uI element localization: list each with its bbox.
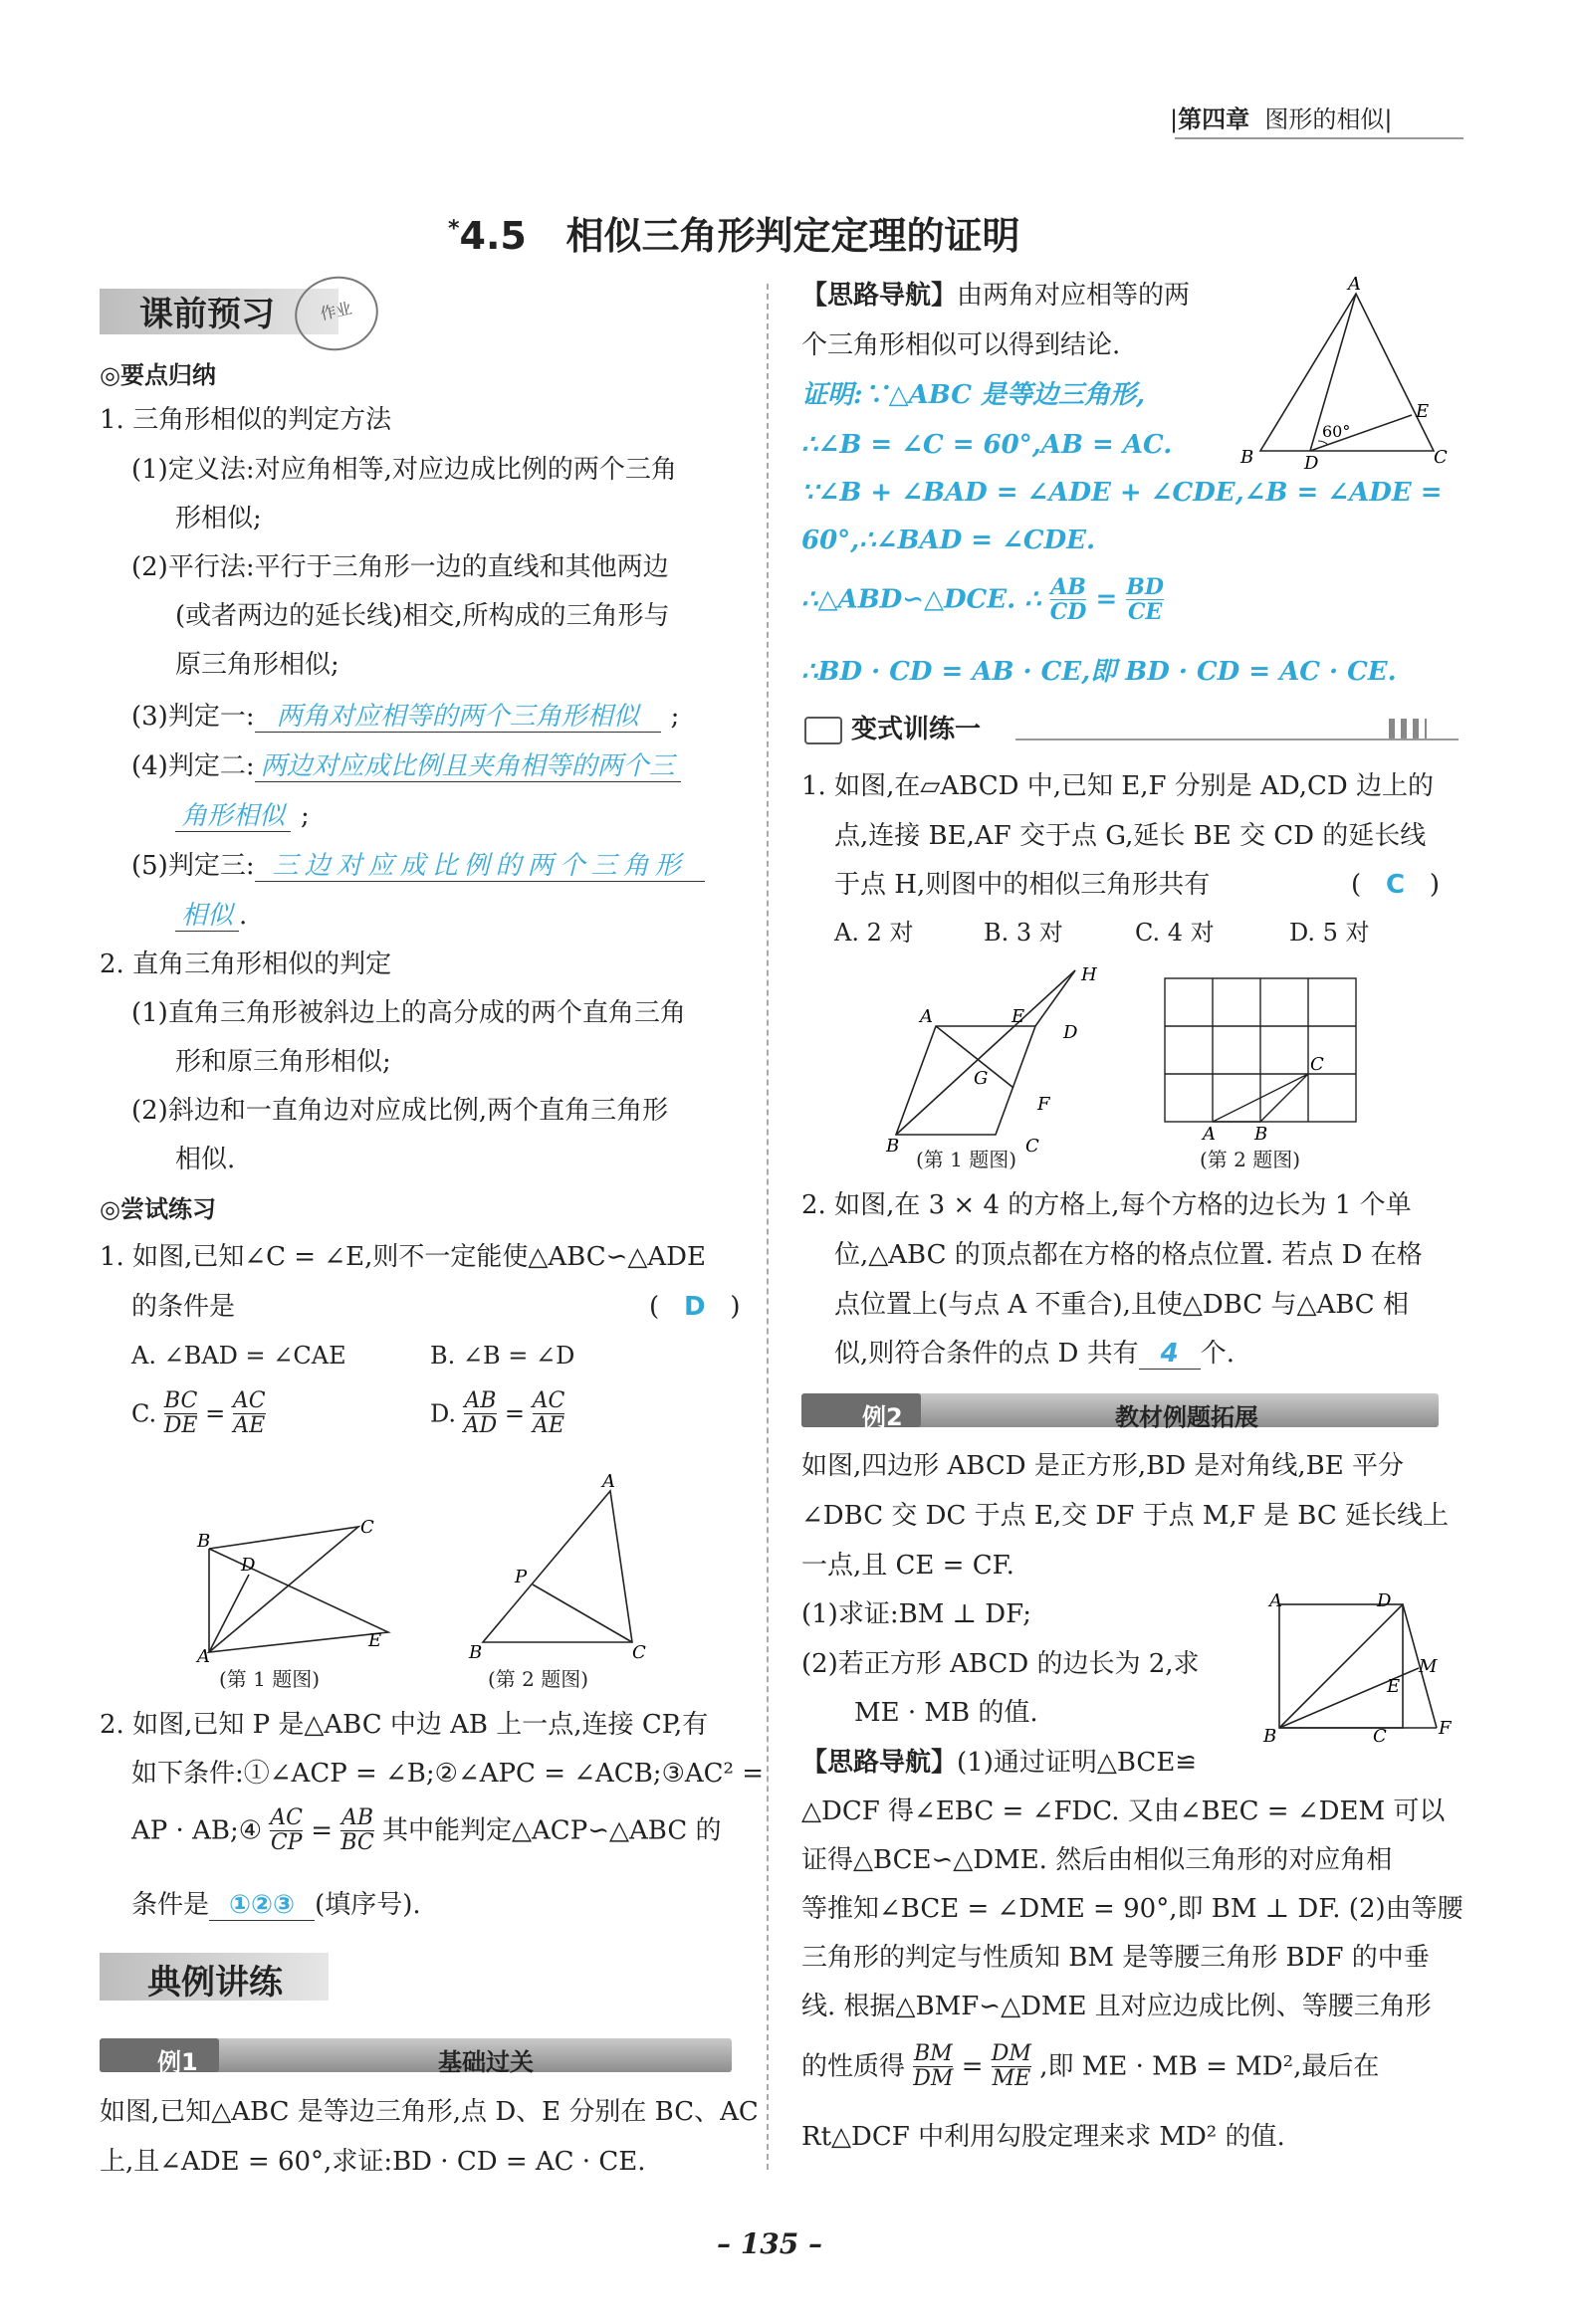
guide2-label: 【思路导航】 bbox=[801, 1748, 958, 1778]
guide2-text-1: (1)通过证明△BCE≌ bbox=[957, 1748, 1198, 1778]
g7-text1: 的性质得 bbox=[801, 2051, 906, 2082]
q1b: 的条件是 bbox=[131, 1292, 236, 1322]
proof-2: ∴∠B = ∠C = 60°,AB = AC. bbox=[801, 430, 1173, 460]
title-star: * bbox=[448, 216, 460, 242]
sq-label-a: A bbox=[1269, 1590, 1282, 1611]
q2c bbox=[131, 1806, 722, 1866]
sq-label-e: E bbox=[1387, 1676, 1401, 1697]
right-triangle-figure bbox=[1235, 274, 1454, 473]
try-heading: ◎尝试练习 bbox=[100, 1195, 216, 1223]
q1-option-d bbox=[430, 1389, 564, 1449]
tri-angle-60: 60° bbox=[1322, 422, 1351, 441]
q1-c-f2d: AE bbox=[233, 1413, 266, 1438]
q1-d-frac1 bbox=[464, 1389, 498, 1438]
q1-c-label: C. bbox=[131, 1399, 157, 1428]
g7-text2: ,即 ME · MB = MD²,最后在 bbox=[1039, 2051, 1380, 2082]
q2c-f2n: AB bbox=[341, 1805, 374, 1830]
e2a: 如图,四边形 ABCD 是正方形,BD 是对角线,BE 平分 bbox=[801, 1451, 1404, 1481]
pre-study-heading: 课前预习 bbox=[139, 295, 275, 334]
q1-c-eq: = bbox=[205, 1399, 226, 1428]
q1-c-f1d: DE bbox=[163, 1413, 198, 1438]
chapter-label: 第四章 bbox=[1178, 106, 1250, 133]
g7-f1d: DM bbox=[913, 2066, 954, 2091]
q1-d-f2d: AE bbox=[532, 1413, 564, 1438]
g3: 证得△BCE∽△DME. 然后由相似三角形的对应角相 bbox=[801, 1845, 1393, 1875]
proof-5-text: ∴△ABD∽△DCE. ∴ bbox=[801, 584, 1041, 615]
v2-answer: 4 bbox=[1139, 1339, 1201, 1370]
sq-label-b: B bbox=[1263, 1726, 1277, 1747]
q1-d-f2n: AC bbox=[532, 1388, 565, 1413]
stamp-icon bbox=[288, 269, 385, 358]
sq-label-d: D bbox=[1377, 1590, 1392, 1611]
ex1-line-a: 如图,已知△ABC 是等边三角形,点 D、E 分别在 BC、AC bbox=[100, 2097, 759, 2127]
q1-answer: ( D ) bbox=[649, 1292, 741, 1322]
kp1-3-answer: 两角对应相等的两个三角形相似 bbox=[255, 702, 661, 733]
tri-label-b: B bbox=[1240, 447, 1254, 468]
kp1-5-answer-2: 相似 bbox=[175, 901, 239, 932]
right-fig2-caption: (第 2 题图) bbox=[1200, 1148, 1301, 1171]
v1b: 点,连接 BE,AF 交于点 G,延长 BE 交 CD 的延长线 bbox=[834, 821, 1427, 851]
sq-label-f: F bbox=[1439, 1718, 1452, 1739]
q1-d-label: D. bbox=[430, 1399, 457, 1428]
kp1-4-answer: 两边对应成比例且夹角相等的两个三 bbox=[255, 751, 681, 782]
kp2: 2. 直角三角形相似的判定 bbox=[100, 950, 392, 979]
square-figure bbox=[1259, 1592, 1459, 1752]
g7 bbox=[801, 2042, 1379, 2102]
v2d-text1: 似,则符合条件的点 D 共有 bbox=[834, 1339, 1139, 1369]
g7-f2d: ME bbox=[992, 2066, 1031, 2091]
column-divider bbox=[767, 284, 769, 2170]
g4: 等推知∠BCE = ∠DME = 90°,即 BM ⊥ DF. (2)由等腰 bbox=[801, 1894, 1463, 1924]
para-label-f: F bbox=[1037, 1094, 1050, 1115]
grid-figure bbox=[1155, 970, 1374, 1150]
sq-label-m: M bbox=[1419, 1656, 1438, 1677]
v2a: 2. 如图,在 3 × 4 的方格上,每个方格的边长为 1 个单 bbox=[801, 1190, 1412, 1220]
g7-f2n: DM bbox=[991, 2041, 1031, 2066]
fig-label-d: D bbox=[241, 1555, 256, 1576]
proof-5-f2d: CE bbox=[1128, 599, 1163, 625]
left-fig2-caption: (第 2 题图) bbox=[488, 1667, 589, 1691]
example1-tag: 基础过关 bbox=[438, 2048, 534, 2076]
v1-answer-value: C bbox=[1385, 870, 1406, 900]
left-fig1-caption: (第 1 题图) bbox=[219, 1667, 321, 1691]
sq-label-c: C bbox=[1373, 1726, 1387, 1747]
fig-label-c: C bbox=[360, 1517, 374, 1538]
guide-label: 【思路导航】 bbox=[801, 281, 958, 311]
q2b: 如下条件:①∠ACP = ∠B;②∠APC = ∠ACB;③AC² = bbox=[131, 1759, 765, 1789]
kp1-2a: (2)平行法:平行于三角形一边的直线和其他两边 bbox=[131, 552, 669, 582]
v2d-text2: 个. bbox=[1200, 1339, 1235, 1369]
kp2-1b: 形和原三角形相似; bbox=[175, 1047, 391, 1077]
g6: 线. 根据△BMF∽△DME 且对应边成比例、等腰三角形 bbox=[801, 1992, 1432, 2021]
kp1-5-label: (5)判定三: bbox=[131, 851, 255, 881]
kp1-5b bbox=[175, 899, 247, 933]
q1-d-eq: = bbox=[504, 1399, 525, 1428]
q1-c-f1n: BC bbox=[163, 1388, 198, 1413]
examples-heading: 典例讲练 bbox=[147, 1963, 283, 2003]
example2-label-box bbox=[801, 1393, 921, 1427]
fig2-label-c: C bbox=[632, 1642, 646, 1663]
example2-tag: 教材例题拓展 bbox=[1115, 1403, 1258, 1431]
right-fig1-caption: (第 1 题图) bbox=[916, 1148, 1017, 1171]
kp2-2a: (2)斜边和一直角边对应成比例,两个直角三角形 bbox=[131, 1096, 669, 1126]
q1-option-b: B. ∠B = ∠D bbox=[430, 1342, 575, 1370]
v2d bbox=[834, 1337, 1235, 1371]
q1-d-frac2 bbox=[533, 1389, 565, 1438]
page-title bbox=[448, 205, 1020, 260]
left-figure-1 bbox=[189, 1513, 408, 1667]
ex1-line-b: 上,且∠ADE = 60°,求证:BD · CD = AC · CE. bbox=[100, 2147, 646, 2177]
fig2-label-a: A bbox=[602, 1471, 615, 1492]
q2c-text2: 其中能判定△ACP∽△ABC 的 bbox=[382, 1815, 722, 1846]
para-label-b: B bbox=[886, 1136, 900, 1157]
proof-5-f2n: BD bbox=[1126, 574, 1164, 600]
kp1-4b bbox=[175, 799, 310, 833]
v1c: 于点 H,则图中的相似三角形共有 bbox=[834, 870, 1211, 900]
q2-answer: ①②③ bbox=[209, 1890, 315, 1921]
q1-option-a: A. ∠BAD = ∠CAE bbox=[131, 1342, 346, 1370]
guide-line-1 bbox=[801, 279, 1190, 313]
q2c-text1: AP · AB;④ bbox=[131, 1815, 263, 1846]
g7-f1n: BM bbox=[914, 2041, 953, 2066]
fig2-label-b: B bbox=[469, 1642, 483, 1663]
kp1-4-answer-2: 角形相似 bbox=[175, 801, 291, 832]
proof-3: ∵∠B + ∠BAD = ∠ADE + ∠CDE,∠B = ∠ADE = bbox=[801, 478, 1443, 508]
g7-frac2 bbox=[992, 2042, 1031, 2091]
q2c-f1d: CP bbox=[270, 1830, 303, 1855]
v1-option-a: A. 2 对 bbox=[834, 919, 914, 947]
para-label-c: C bbox=[1025, 1136, 1039, 1157]
kp1-5-dot: . bbox=[239, 901, 248, 931]
proof-5-f1d: CD bbox=[1049, 599, 1087, 625]
q2d bbox=[131, 1888, 421, 1922]
q2c-frac1 bbox=[270, 1806, 303, 1855]
q2a: 2. 如图,已知 P 是△ABC 中边 AB 上一点,连接 CP,有 bbox=[100, 1710, 709, 1740]
kp1-5-answer: 三边对应成比例的两个三角形 bbox=[255, 851, 705, 882]
e2q1: (1)求证:BM ⊥ DF; bbox=[801, 1599, 1032, 1629]
tri-label-d: D bbox=[1304, 453, 1319, 474]
kp1-5 bbox=[131, 849, 705, 883]
proof-5-frac1 bbox=[1050, 575, 1087, 624]
v1-option-c: C. 4 对 bbox=[1135, 919, 1215, 947]
proof-5-eq: = bbox=[1095, 584, 1118, 615]
title-text: 相似三角形判定定理的证明 bbox=[565, 214, 1020, 258]
kp1-3-label: (3)判定一: bbox=[131, 702, 255, 732]
v2b: 位,△ABC 的顶点都在方格的格点位置. 若点 D 在格 bbox=[834, 1240, 1423, 1270]
e2q2a: (2)若正方形 ABCD 的边长为 2,求 bbox=[801, 1649, 1200, 1679]
kp1-4 bbox=[131, 749, 681, 783]
para-label-d: D bbox=[1063, 1022, 1078, 1043]
kp1-1a: (1)定义法:对应角相等,对应边成比例的两个三角 bbox=[131, 455, 677, 485]
kp1-2c: 原三角形相似; bbox=[175, 650, 339, 680]
e2c: 一点,且 CE = CF. bbox=[801, 1551, 1014, 1581]
e2b: ∠DBC 交 DC 于点 E,交 DF 于点 M,F 是 BC 延长线上 bbox=[801, 1501, 1450, 1531]
left-figure-2 bbox=[463, 1473, 662, 1662]
variant-icon bbox=[804, 717, 842, 744]
parallelogram-figure bbox=[886, 960, 1097, 1157]
variant-marks bbox=[1389, 719, 1427, 739]
g7-frac1 bbox=[913, 2042, 953, 2091]
q2c-f2d: BC bbox=[340, 1830, 374, 1855]
fig-label-e: E bbox=[368, 1630, 382, 1651]
proof-1: 证明:∵△ABC 是等边三角形, bbox=[801, 380, 1146, 410]
tri-label-e: E bbox=[1416, 401, 1430, 422]
stamp-text: 作业 bbox=[318, 298, 354, 324]
key-points-heading: ◎要点归纳 bbox=[100, 361, 216, 389]
grid-label-c: C bbox=[1310, 1054, 1324, 1075]
q1-option-c bbox=[131, 1389, 266, 1449]
q1-d-f1n: AB bbox=[464, 1388, 497, 1413]
proof-4: 60°,∴∠BAD = ∠CDE. bbox=[801, 526, 1096, 555]
para-label-g: G bbox=[974, 1068, 989, 1089]
g8: Rt△DCF 中利用勾股定理来求 MD² 的值. bbox=[801, 2122, 1285, 2152]
kp1-2b: (或者两边的延长线)相交,所构成的三角形与 bbox=[175, 601, 670, 631]
q2d-text1: 条件是 bbox=[131, 1890, 210, 1920]
para-label-h: H bbox=[1081, 964, 1097, 985]
grid-label-b: B bbox=[1254, 1124, 1268, 1145]
kp1-1b: 形相似; bbox=[175, 504, 262, 533]
g5: 三角形的判定与性质知 BM 是等腰三角形 BDF 的中垂 bbox=[801, 1943, 1430, 1973]
guide-text-1: 由两角对应相等的两 bbox=[957, 281, 1191, 311]
guide-line-2: 个三角形相似可以得到结论. bbox=[801, 330, 1121, 360]
proof-5-f1n: AB bbox=[1050, 574, 1086, 600]
fig-label-b: B bbox=[197, 1531, 211, 1552]
para-label-e: E bbox=[1011, 1006, 1025, 1027]
q2d-text2: (填序号). bbox=[315, 1890, 421, 1920]
v1-answer: ( C ) bbox=[1351, 870, 1440, 900]
q1a: 1. 如图,已知∠C = ∠E,则不一定能使△ABC∽△ADE bbox=[100, 1242, 706, 1272]
v2c: 点位置上(与点 A 不重合),且使△DBC 与△ABC 相 bbox=[834, 1290, 1409, 1320]
running-header: |第四章 图形的相似| bbox=[1170, 106, 1393, 133]
q2c-f1n: AC bbox=[270, 1805, 304, 1830]
fig2-label-p: P bbox=[515, 1567, 528, 1587]
q1-d-f1d: AD bbox=[463, 1413, 498, 1438]
chapter-title: 图形的相似 bbox=[1264, 106, 1385, 133]
kp1-4-semi: ; bbox=[301, 801, 310, 831]
tri-label-a: A bbox=[1348, 274, 1361, 295]
q2c-frac2 bbox=[340, 1806, 373, 1855]
v1a: 1. 如图,在▱ABCD 中,已知 E,F 分别是 AD,CD 边上的 bbox=[801, 771, 1435, 801]
kp1: 1. 三角形相似的判定方法 bbox=[100, 405, 392, 435]
v1-option-b: B. 3 对 bbox=[984, 919, 1063, 947]
fig-label-a: A bbox=[197, 1646, 210, 1667]
title-number: 4.5 bbox=[459, 214, 527, 258]
variant-title: 变式训练一 bbox=[851, 715, 982, 744]
q2c-eq: = bbox=[311, 1815, 334, 1846]
e2q2b: ME · MB 的值. bbox=[854, 1698, 1038, 1728]
v1-option-d: D. 5 对 bbox=[1289, 919, 1370, 947]
kp1-3-semi: ; bbox=[670, 702, 680, 732]
example1-label: 例1 bbox=[157, 2048, 198, 2076]
q1-c-f2n: AC bbox=[232, 1388, 266, 1413]
g2: △DCF 得∠EBC = ∠FDC. 又由∠BEC = ∠DEM 可以 bbox=[801, 1796, 1446, 1826]
g1 bbox=[801, 1746, 1197, 1780]
kp1-4-label: (4)判定二: bbox=[131, 751, 255, 781]
kp1-3 bbox=[131, 700, 679, 734]
variant-rule bbox=[1015, 739, 1459, 740]
q1-c-frac1 bbox=[164, 1389, 198, 1438]
proof-5 bbox=[801, 575, 1164, 635]
header-rule bbox=[1175, 137, 1463, 139]
q1-answer-value: D bbox=[683, 1292, 706, 1322]
q1-c-frac2 bbox=[233, 1389, 266, 1438]
grid-label-a: A bbox=[1203, 1124, 1216, 1145]
kp2-1a: (1)直角三角形被斜边上的高分成的两个直角三角 bbox=[131, 998, 686, 1028]
proof-6: ∴BD · CD = AB · CE,即 BD · CD = AC · CE. bbox=[801, 657, 1397, 687]
page-number: – 135 – bbox=[717, 2227, 822, 2260]
kp2-2b: 相似. bbox=[175, 1145, 236, 1174]
proof-5-frac2 bbox=[1126, 575, 1164, 624]
g7-eq: = bbox=[961, 2051, 984, 2082]
example2-label: 例2 bbox=[862, 1403, 903, 1431]
tri-label-c: C bbox=[1434, 447, 1448, 468]
para-label-a: A bbox=[920, 1006, 933, 1027]
